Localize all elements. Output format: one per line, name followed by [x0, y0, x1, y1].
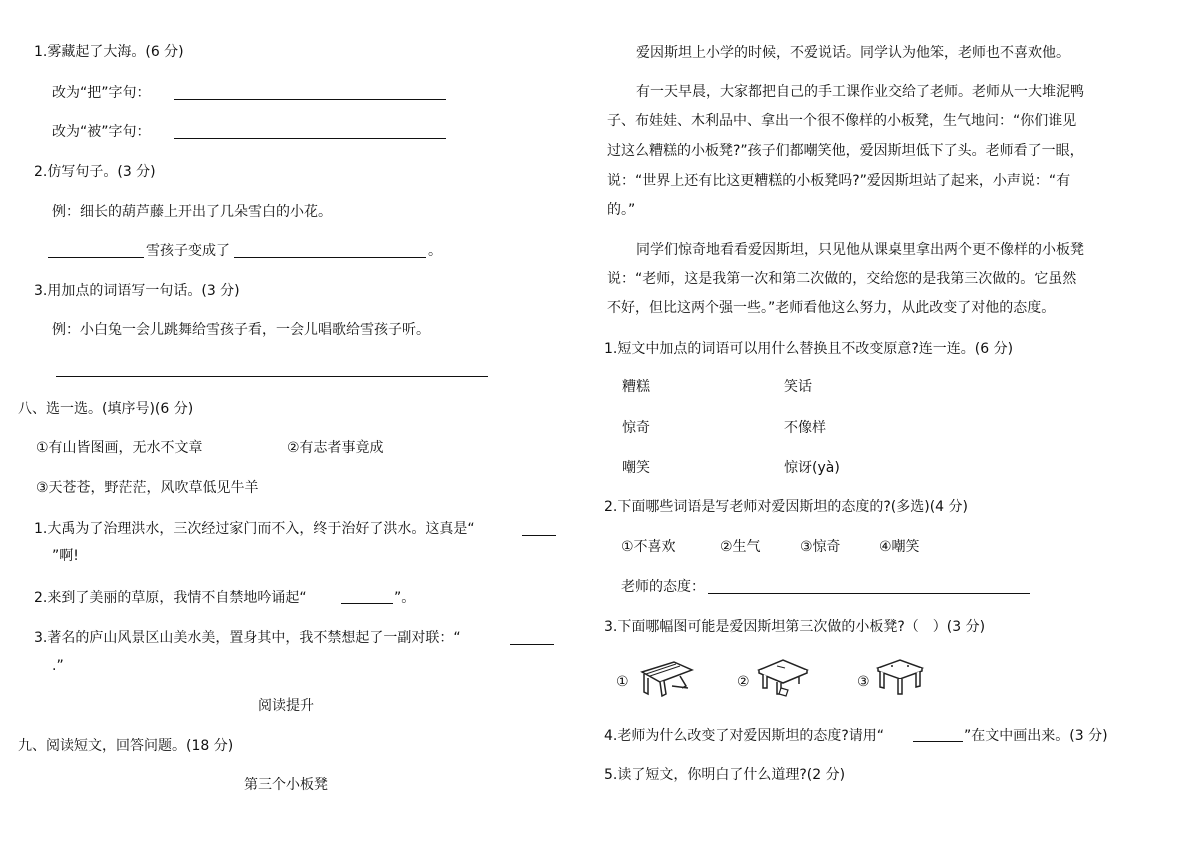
q2-fill-middle: 雪孩子变成了 [146, 243, 230, 259]
r-q2-option-4[interactable]: ④嘲笑 [879, 539, 920, 555]
r-q1-right-word-3[interactable]: 惊讶(yà) [784, 460, 840, 476]
sec8-q3-line2: .” [52, 658, 64, 674]
r-q1-left-word-3[interactable]: 嘲笑 [622, 460, 650, 476]
q2-blank-1[interactable] [48, 257, 144, 258]
passage-line-8: 说：“老师，这是我第一次和第二次做的，交给您的是我第三次做的。它虽然 [607, 271, 1077, 287]
r-q1-right-word-2[interactable]: 不像样 [784, 420, 826, 436]
r-q4-underline-sample [913, 741, 963, 742]
r-q3-title: 3.下面哪幅图可能是爱因斯坦第三次做的小板凳?（ ）(3 分) [604, 619, 986, 635]
r-q2-answer-line[interactable] [708, 593, 1030, 594]
passage-line-7: 同学们惊奇地看看爱因斯坦，只见他从课桌里拿出两个更不像样的小板凳 [636, 242, 1084, 258]
passage-line-6: 的。” [607, 202, 636, 218]
q1-bei-prompt: 改为“被”字句： [52, 124, 151, 140]
q3-title: 3.用加点的词语写一句话。(3 分) [34, 283, 240, 299]
q1-ba-answer-line[interactable] [174, 99, 446, 100]
q2-example: 例：细长的葫芦藤上开出了几朵雪白的小花。 [52, 204, 332, 220]
broken-stool-2-icon[interactable] [755, 654, 813, 700]
passage-line-2: 有一天早晨，大家都把自己的手工课作业交给了老师。老师从一大堆泥鸭 [636, 84, 1084, 100]
r-q3-label-3: ③ [857, 674, 870, 690]
q3-example: 例：小白兔一会儿跳舞给雪孩子看，一会儿唱歌给雪孩子听。 [52, 322, 430, 338]
sec8-q3-blank[interactable] [510, 644, 554, 645]
r-q2-option-1[interactable]: ①不喜欢 [621, 539, 676, 555]
r-q2-answer-prompt: 老师的态度： [621, 579, 705, 595]
r-q1-right-word-1[interactable]: 笑话 [784, 379, 812, 395]
r-q2-option-2[interactable]: ②生气 [720, 539, 761, 555]
r-q4-title-a: 4.老师为什么改变了对爱因斯坦的态度?请用“ [604, 728, 885, 744]
r-q1-title: 1.短文中加点的词语可以用什么替换且不改变原意?连一连。(6 分) [604, 341, 1014, 357]
q2-fill-end: 。 [428, 243, 442, 259]
passage-line-4: 过这么糟糕的小板凳?”孩子们都嘲笑他，爱因斯坦低下了头。老师看了一眼， [607, 143, 1084, 159]
sec8-q2-end: ”。 [394, 590, 416, 606]
sec8-option-1: ①有山皆图画，无水不文章 [36, 440, 203, 456]
q2-title: 2.仿写句子。(3 分) [34, 164, 156, 180]
r-q2-title: 2.下面哪些词语是写老师对爱因斯坦的态度的?(多选)(4 分) [604, 499, 968, 515]
q3-answer-line[interactable] [56, 376, 488, 377]
sec8-option-2: ②有志者事竟成 [287, 440, 384, 456]
sec8-q2-blank[interactable] [341, 603, 393, 604]
reading-heading: 阅读提升 [258, 698, 314, 714]
passage-line-5: 说：“世界上还有比这更糟糕的小板凳吗?”爱因斯坦站了起来，小声说：“有 [607, 173, 1071, 189]
broken-stool-1-icon[interactable] [636, 656, 696, 700]
r-q4-title-b: ”在文中画出来。(3 分) [964, 728, 1108, 744]
r-q3-label-1: ① [616, 674, 629, 690]
q2-blank-2[interactable] [234, 257, 426, 258]
sec8-q3-line1: 3.著名的庐山风景区山美水美，置身其中，我不禁想起了一副对联：“ [34, 630, 461, 646]
sec8-option-3: ③天苍苍，野茫茫，风吹草低见牛羊 [36, 480, 259, 496]
q1-ba-prompt: 改为“把”字句： [52, 85, 151, 101]
r-q5-title: 5.读了短文，你明白了什么道理?(2 分) [604, 767, 846, 783]
sec8-q1-line1: 1.大禹为了治理洪水，三次经过家门而不入，终于治好了洪水。这真是“ [34, 521, 475, 537]
r-q1-left-word-1[interactable]: 糟糕 [622, 379, 650, 395]
sec8-q2: 2.来到了美丽的草原，我情不自禁地吟诵起“ [34, 590, 307, 606]
r-q2-option-3[interactable]: ③惊奇 [800, 539, 841, 555]
passage-line-3: 子、布娃娃、木利品中、拿出一个很不像样的小板凳，生气地问：“你们谁见 [607, 113, 1077, 129]
r-q3-label-2: ② [737, 674, 750, 690]
sec8-title: 八、选一选。(填序号)(6 分) [18, 401, 194, 417]
r-q1-left-word-2[interactable]: 惊奇 [622, 420, 650, 436]
passage-line-1: 爱因斯坦上小学的时候，不爱说话。同学认为他笨，老师也不喜欢他。 [636, 45, 1070, 61]
q1-bei-answer-line[interactable] [174, 138, 446, 139]
good-stool-icon[interactable] [874, 654, 926, 700]
q1-title: 1.雾藏起了大海。(6 分) [34, 44, 184, 60]
passage-line-9: 不好，但比这两个强一些。”老师看他这么努力，从此改变了对他的态度。 [607, 300, 1056, 316]
passage-title: 第三个小板凳 [244, 777, 328, 793]
sec8-q1-blank[interactable] [522, 535, 556, 536]
sec9-title: 九、阅读短文，回答问题。(18 分) [18, 738, 234, 754]
sec8-q1-line2: ”啊! [52, 548, 79, 564]
